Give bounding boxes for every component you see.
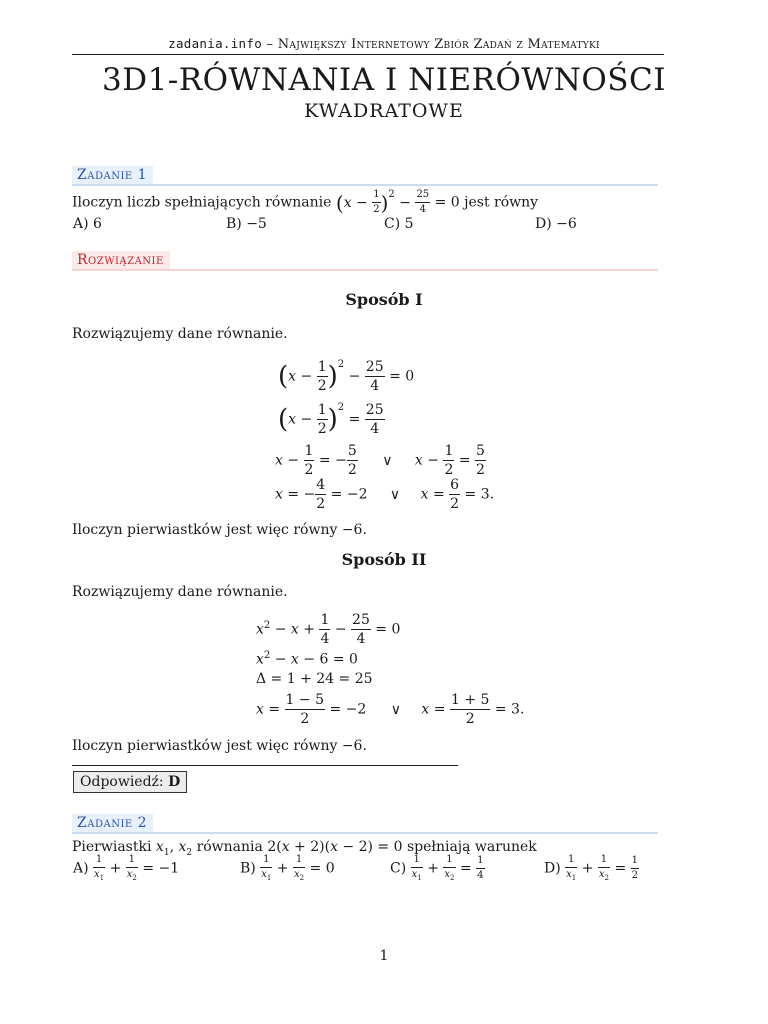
task-1-option-a: A) 6 xyxy=(73,216,102,232)
m2-equation-1: $x^2 - x$ + $\frac{1}{4}$ − $\frac{25}{4}$ = 0 xyxy=(256,612,401,647)
task-2-question-b: równania xyxy=(196,839,263,855)
task-2-option-c: C) $\frac{1}{x_1}$ + $\frac{1}{x_2}$ = $\frac{1}{4}$ xyxy=(390,854,484,882)
method-2-title: Sposób II xyxy=(341,550,427,569)
document-title: 3D1-RÓWNANIA I NIERÓWNOŚCI xyxy=(102,62,666,98)
task-2-heading xyxy=(72,812,658,834)
solution-label: Rozwiązanie xyxy=(72,251,170,269)
header-rule xyxy=(72,54,664,55)
m2-equation-4: x = $\frac{1 - 5}{2}$ = −2 ∨ x = $\frac{1 + 5}{2}$ = 3. xyxy=(256,692,525,727)
method-1-conclusion: Iloczyn pierwiastków jest więc równy −6. xyxy=(72,522,367,538)
m1-equation-3: x − $\frac{1}{2}$ = − $\frac{5}{2}$ ∨ x − $\frac{1}{2}$ = $\frac{5}{2}$ xyxy=(275,443,485,478)
solution-heading xyxy=(72,249,658,271)
task-2-option-c-letter: C) xyxy=(390,860,407,877)
answer-value: D xyxy=(168,774,181,790)
task-2-option-d-letter: D) xyxy=(544,860,561,877)
site-name: zadania.info xyxy=(168,36,263,51)
m1-equation-1: (x − $\frac{1}{2}$ )$^2$ − $\frac{25}{4}$ = 0 xyxy=(278,358,415,394)
task-2-question-a: Pierwiastki xyxy=(72,839,152,855)
answer-label: Odpowiedź: xyxy=(80,774,164,790)
site-tagline: – Największy Internetowy Zbiór Zadań z Matematyki xyxy=(266,37,600,52)
page-header xyxy=(0,36,768,52)
method-2-intro: Rozwiązujemy dane równanie. xyxy=(72,584,288,600)
task-1-question-prefix: Iloczyn liczb spełniających równanie xyxy=(72,194,332,211)
m2-equation-2: $x^2 - x - 6 = 0$ xyxy=(256,650,358,668)
task-1-equation: (x − $\frac{1}{2}$ )$^2$ − $\frac{25}{4}$ xyxy=(335,188,430,215)
task-1-option-b: B) −5 xyxy=(226,216,267,232)
task-1-label: Zadanie 1 xyxy=(72,166,153,184)
task-1-option-c: C) 5 xyxy=(384,216,414,232)
answer-box xyxy=(73,771,187,793)
task-2-option-b-letter: B) xyxy=(240,860,256,877)
task-2-option-a-letter: A) xyxy=(73,860,89,877)
m1-equation-4: x = − $\frac{4}{2}$ = −2 ∨ x = $\frac{6}{2}$ = 3. xyxy=(275,477,495,512)
method-2-conclusion: Iloczyn pierwiastków jest więc równy −6. xyxy=(72,738,367,754)
m1-equation-2: (x − $\frac{1}{2}$ )$^2$ = $\frac{25}{4}$ xyxy=(278,401,384,437)
task-1-option-d: D) −6 xyxy=(535,216,577,232)
answer-rule xyxy=(72,765,458,766)
task-2-label: Zadanie 2 xyxy=(72,814,153,832)
document-subtitle: KWADRATOWE xyxy=(304,100,464,122)
task-2-question: Pierwiastki $x_1$, $x_2$ równania 2(x + 2)(x − 2) = 0 spełniają warunek xyxy=(72,839,537,858)
task-1-heading xyxy=(72,164,658,186)
task-1-question-suffix: = 0 jest równy xyxy=(434,194,539,211)
task-2-option-b: B) $\frac{1}{x_1}$ + $\frac{1}{x_2}$ = 0 xyxy=(240,854,335,882)
task-1-question xyxy=(72,190,672,215)
method-1-intro: Rozwiązujemy dane równanie. xyxy=(72,326,288,342)
page-number: 1 xyxy=(379,948,389,964)
m2-equation-3: Δ = 1 + 24 = 25 xyxy=(256,671,373,687)
task-2-question-c: spełniają warunek xyxy=(406,839,537,855)
task-2-option-a: A) $\frac{1}{x_1}$ + $\frac{1}{x_2}$ = −1 xyxy=(73,854,180,882)
task-2-option-d: D) $\frac{1}{x_1}$ + $\frac{1}{x_2}$ = $\frac{1}{2}$ xyxy=(544,854,639,882)
method-1-title: Sposób I xyxy=(345,290,423,309)
